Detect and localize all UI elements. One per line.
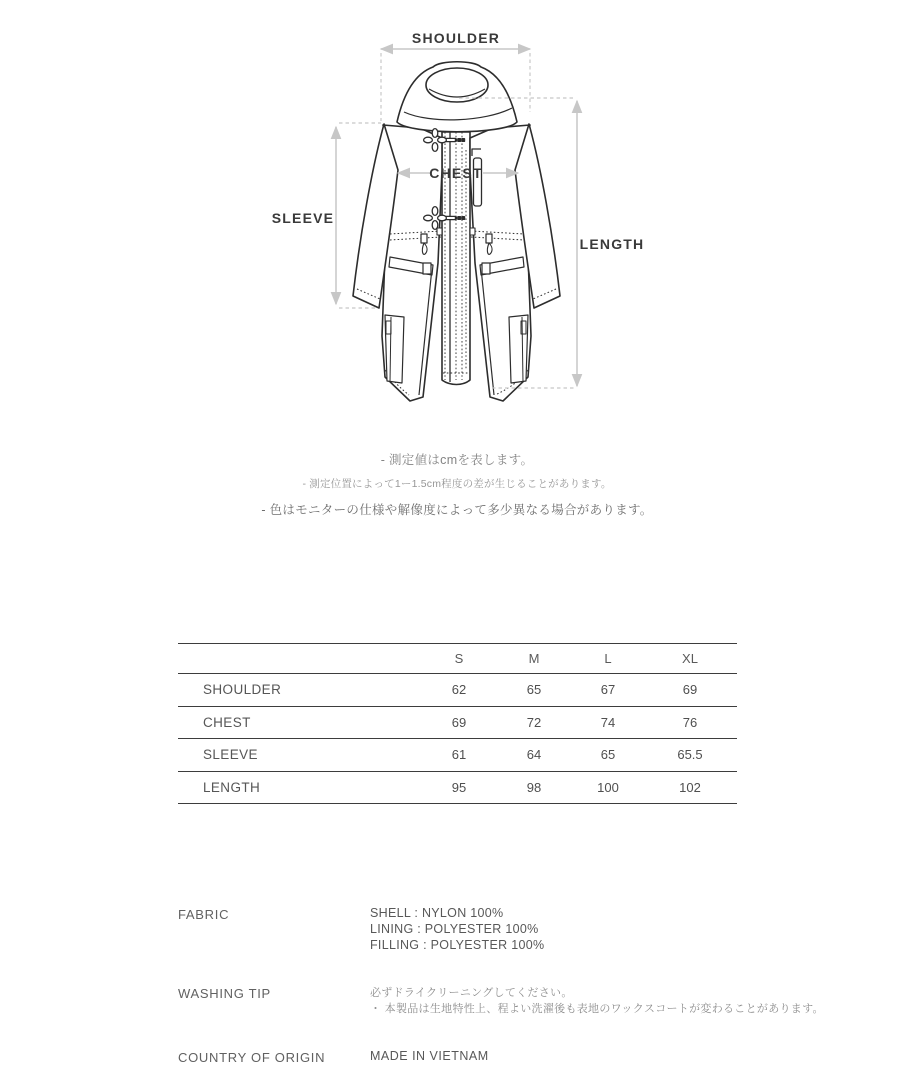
- size-col-s: S: [423, 644, 495, 674]
- table-row-sleeve: SLEEVE 61 64 65 65.5: [178, 739, 737, 772]
- row-label: SLEEVE: [178, 739, 423, 772]
- fabric-row: [178, 906, 544, 953]
- size-table-header: [178, 644, 737, 674]
- row-label: LENGTH: [178, 771, 423, 804]
- size-col-xl: XL: [643, 644, 737, 674]
- table-row-shoulder: SHOULDER 62 65 67 69: [178, 674, 737, 707]
- shoulder-label: SHOULDER: [411, 30, 501, 46]
- washing-tip-row: [178, 985, 824, 1017]
- coat-illustration: [353, 62, 560, 401]
- country-of-origin-label: COUNTRY OF ORIGIN: [178, 1050, 326, 1065]
- left-bottom-pocket: [385, 315, 404, 383]
- right-bottom-pocket: [509, 315, 528, 383]
- size-col-l: L: [573, 644, 643, 674]
- chest-label: CHEST: [429, 165, 483, 181]
- garment-measurement-diagram: [0, 0, 914, 445]
- coat-hood: [397, 62, 517, 132]
- size-table: [178, 643, 737, 804]
- table-row-chest: CHEST 69 72 74 76: [178, 706, 737, 739]
- row-label: SHOULDER: [178, 674, 423, 707]
- row-label: CHEST: [178, 706, 423, 739]
- size-col-m: M: [495, 644, 573, 674]
- length-label: LENGTH: [579, 236, 645, 252]
- table-row-length: LENGTH 95 98 100 102: [178, 771, 737, 804]
- sleeve-label: SLEEVE: [271, 210, 335, 226]
- fabric-label: FABRIC: [178, 907, 230, 922]
- country-of-origin-value: MADE IN VIETNAM: [370, 1049, 489, 1063]
- note-measure-unit: - 測定値はcmを表します。: [380, 453, 534, 467]
- country-of-origin-row: [178, 1049, 489, 1065]
- washing-tip-label: WASHING TIP: [178, 986, 271, 1001]
- fabric-value: SHELL : NYLON 100% LINING : POLYESTER 100% FILLING : POLYESTER 100%: [370, 906, 545, 952]
- note-measure-tolerance: - 測定位置によって1ー1.5cm程度の差が生じることがあります。: [302, 478, 612, 490]
- note-color-monitor: - 色はモニターの仕様や解像度によって多少異なる場合があります。: [261, 503, 653, 517]
- washing-tip-value: 必ずドライクリーニングしてください。 ・ 本製品は生地特性上、程よい洗濯後も表地のワックスコートが変わることがあります。: [370, 987, 824, 1015]
